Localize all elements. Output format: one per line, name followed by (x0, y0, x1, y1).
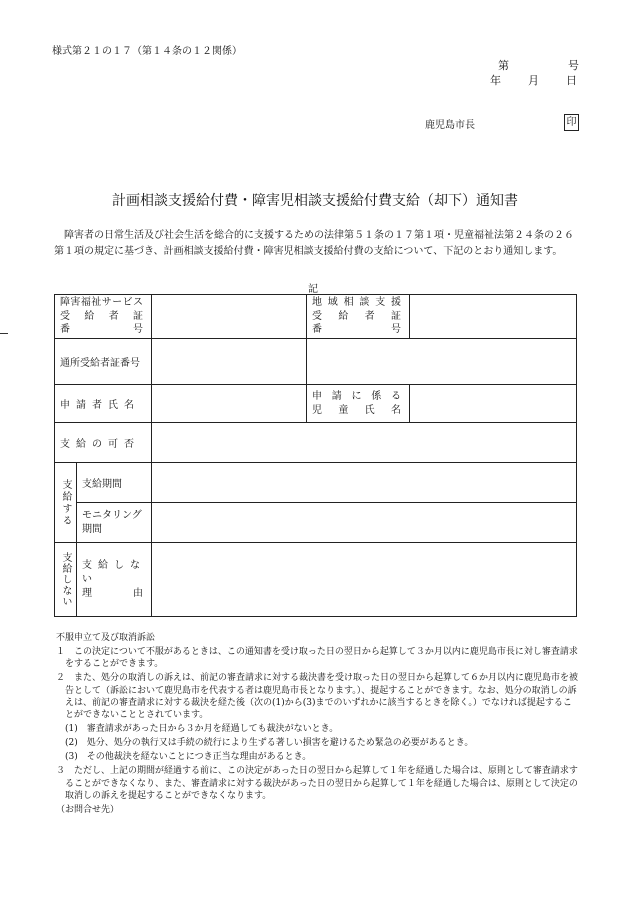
note-sub-3: (3) その他裁決を経ないことにつき正当な理由があるとき。 (65, 752, 312, 763)
issuer-name: 鹿児島市長 (425, 120, 475, 131)
note-sub-1: (1) 審査請求があった日から３か月を経過しても裁決がないとき。 (65, 723, 339, 734)
page-title: 計画相談支援給付費・障害児相談支援給付費支給（却下）通知書 (112, 193, 518, 209)
note-sub-2: (2) 処分、処分の執行又は手続の続行により生ずる著しい損害を避けるため緊急の必要があるとき。 (65, 738, 474, 749)
pay-period-field[interactable] (152, 463, 577, 503)
contact-label: （お問合せ先） (56, 804, 120, 815)
note-item-2: ２ また、処分の取消しの訴えは、前記の審査請求に対する裁決書を受け取った日の翌日から起算して６か月以内に鹿児島市を被告として（訴訟において鹿児島市を代表する者は鹿児島市長となります。）、提起することができます。なお、処分の取消しの訴えは、前記の審査請求に対する裁決を経た後（次の(1)から(3)までのいずれかに該当するときを除く。）でなければ提起することができないこととされています。 (56, 673, 579, 720)
child-name-label: 申請に係る 児童氏名 (307, 385, 410, 423)
doc-number-go: 号 (568, 59, 579, 72)
outpatient-number-label: 通所受給者証番号 (55, 339, 152, 385)
nopay-group-label: 支給しない (55, 543, 77, 617)
recipient-number-label: 障害福祉サービス 受 給 者 証 番 号 (55, 295, 152, 339)
reason-field[interactable] (152, 543, 577, 617)
applicant-name-label: 申請者氏名 (55, 385, 152, 423)
margin-mark (0, 333, 8, 334)
note-item-1: １ この決定について不服があるときは、この通知書を受け取った日の翌日から起算して３か月以内に鹿児島市長に対し審査請求をすることができます。 (56, 647, 578, 670)
monitoring-period-label: モニタリング 期間 (77, 503, 152, 543)
outpatient-number-field[interactable] (152, 339, 307, 385)
pay-period-label: 支給期間 (77, 463, 152, 503)
notes-heading: 不服申立て及び取消訴訟 (56, 633, 156, 643)
child-name-field[interactable] (410, 385, 577, 423)
area-support-number-field[interactable] (410, 295, 577, 339)
form-id: 様式第２１の１７（第１４条の１２関係） (52, 46, 242, 57)
decision-label: 支給の可否 (55, 423, 152, 463)
date-nen: 年 (490, 74, 501, 87)
note-item-3: ３ ただし、上記の期間が経過する前に、この決定があった日の翌日から起算して１年を経過した場合は、原則として審査請求することができなくなり、また、審査請求に対する裁決があった日の翌日から起算して１年を経過した場合は、原則として決定の取消しの訴えを提起することができなくなります。 (56, 766, 578, 801)
info-table (54, 294, 577, 617)
intro-paragraph: 障害者の日常生活及び社会生活を総合的に支援するための法律第５１条の１７第１項・児童福祉法第２４条の２６第１項の規定に基づき、計画相談支援給付費・障害児相談支援給付費の支給について、下記のとおり通知します。 (54, 230, 574, 257)
recipient-number-field[interactable] (152, 295, 307, 339)
area-support-number-label: 地域相談支援 受 給 者 証 番 号 (307, 295, 410, 339)
doc-number-dai: 第 (498, 59, 509, 72)
outpatient-blank (307, 339, 577, 385)
reason-label: 支給しない 理 由 (77, 543, 152, 617)
decision-field[interactable] (152, 423, 577, 463)
pay-group-label: 支給する (55, 463, 77, 543)
seal-box: 印 (564, 114, 579, 131)
monitoring-period-field[interactable] (152, 503, 577, 543)
notes-section (56, 632, 578, 816)
date-tsuki: 月 (528, 74, 539, 87)
applicant-name-field[interactable] (152, 385, 307, 423)
ki-label: 記 (308, 284, 318, 295)
date-hi: 日 (566, 74, 577, 87)
